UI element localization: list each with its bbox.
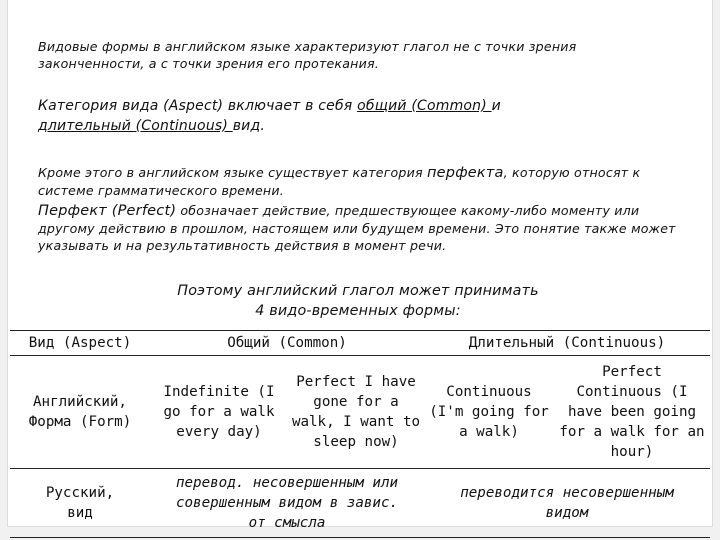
intro-paragraph-aspect-forms: Видовые формы в английском языке характеризуют глагол не с точки зрения законченности, а с точки зрения его протекания.: [38, 39, 577, 71]
cell-indefinite: Indefinite (I go for a walk every day): [150, 356, 288, 469]
aspect-category-end: вид.: [232, 118, 265, 134]
four-forms-heading-line1: Поэтому английский глагол может принимать: [177, 283, 539, 299]
perfect-definition-text: обозначает действие, предшествующее какому-либо моменту или другому действию в прошлом, настоящем или будущем времени. Это понятие также может указывать и на результативность действия в момент речи.: [38, 203, 676, 253]
table-header-row: [10, 331, 710, 356]
aspect-forms-table: [10, 330, 710, 538]
cell-common-russian: перевод. несовершенным или совершенным видом в завис. от смысла: [150, 469, 424, 538]
header-continuous: Длительный (Continuous): [424, 331, 710, 356]
perfect-category-tail: , которую относят к системе грамматического времени.: [38, 165, 641, 198]
table-row-english-form: [10, 356, 710, 469]
row-label-english-form: Английский, Форма (Form): [10, 356, 150, 469]
perfect-term-inline: перфекта: [427, 165, 504, 181]
aspect-category-text: Категория вида (Aspect) включает в себя: [38, 98, 358, 114]
conjunction-and: и: [491, 98, 501, 114]
table-row-russian-aspect: [10, 469, 710, 538]
row-label-russian-aspect: Русский, вид: [10, 469, 150, 538]
perfect-category-text: Кроме этого в английском языке существует категория: [38, 165, 427, 180]
four-forms-heading-line2: 4 видо-временных формы:: [255, 303, 461, 319]
cell-perfect: Perfect I have gone for a walk, I want to sleep now): [288, 356, 424, 469]
continuous-aspect-term: длительный (Continuous): [38, 118, 233, 134]
cell-perfect-continuous: Perfect Continuous (I have been going for a walk for an hour): [554, 356, 710, 469]
intro-paragraph-perfect-category: [38, 164, 678, 199]
intro-paragraph-aspect-category: [38, 96, 678, 136]
header-aspect: Вид (Aspect): [10, 331, 150, 356]
common-aspect-term: общий (Common): [357, 98, 492, 114]
cell-continuous-russian: переводится несовершенным видом: [424, 469, 710, 538]
slide: [8, 0, 712, 531]
perfect-definition-term: Перфект (Perfect): [38, 203, 177, 219]
cell-continuous: Continuous (I'm going for a walk): [424, 356, 554, 469]
four-forms-heading: [128, 281, 588, 321]
intro-paragraph-perfect-definition: [38, 202, 678, 254]
header-common: Общий (Common): [150, 331, 424, 356]
